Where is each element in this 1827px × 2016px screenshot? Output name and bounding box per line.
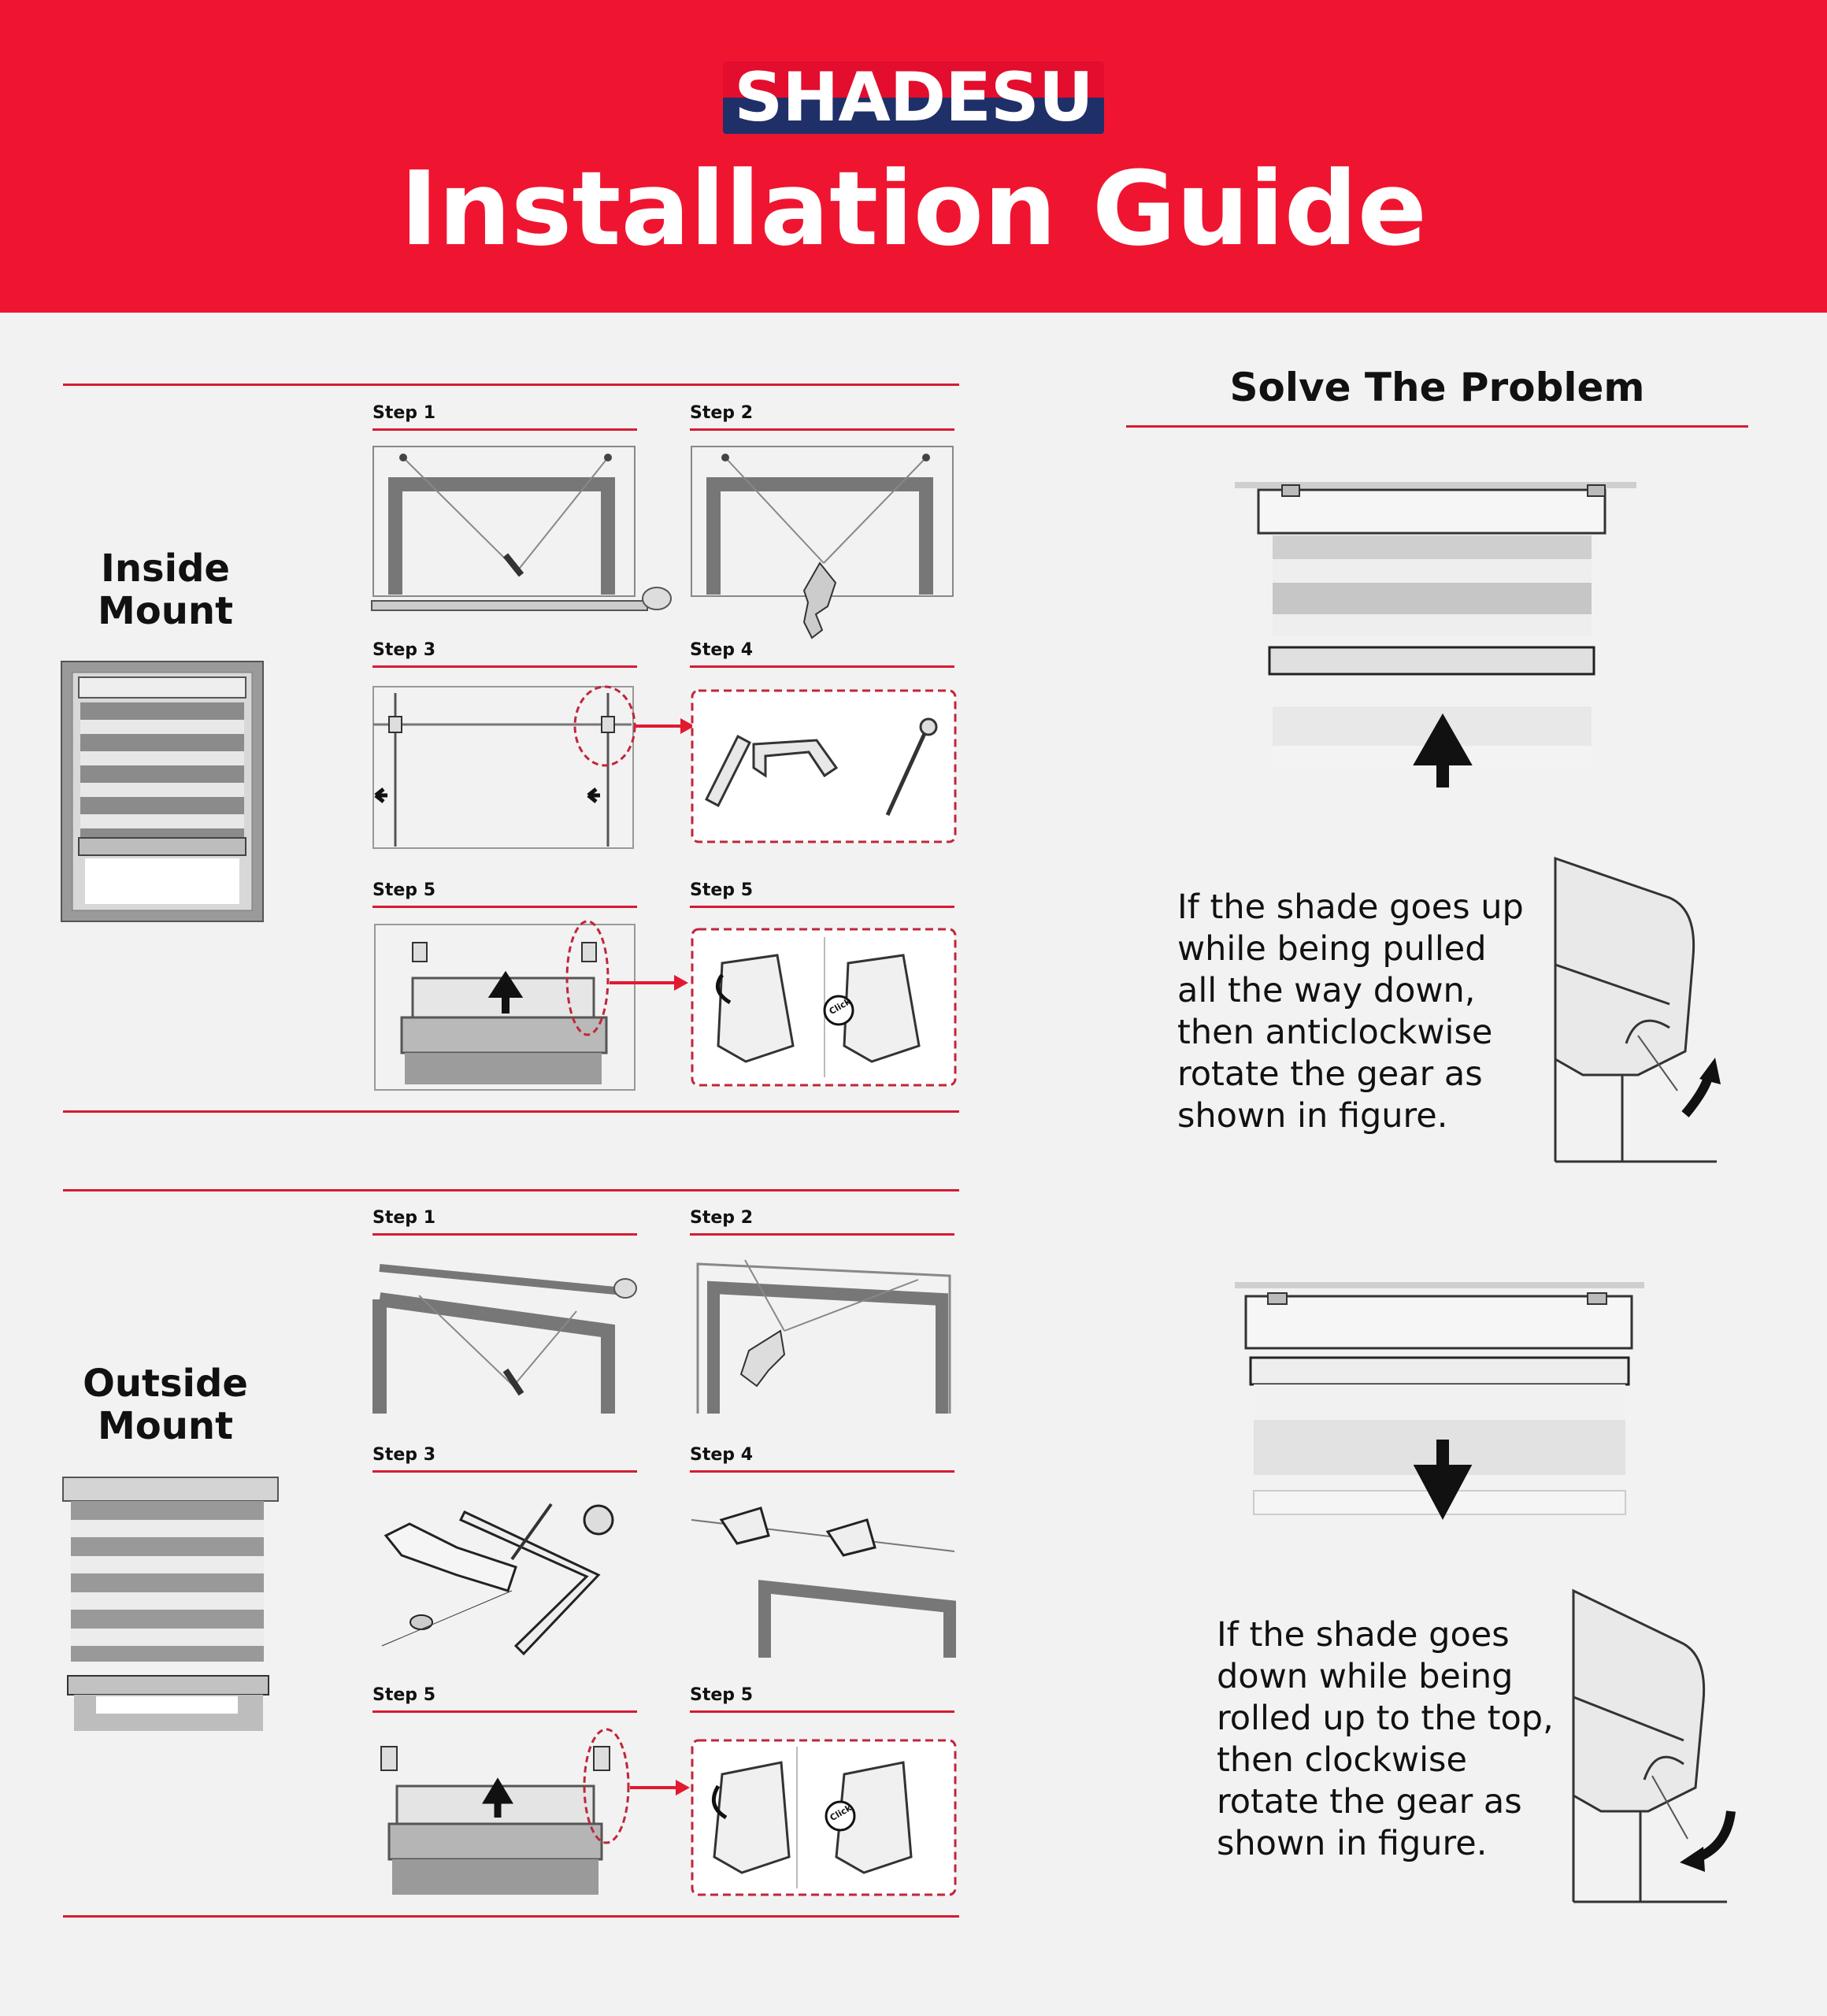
outside-step-5a-illustration xyxy=(373,1731,641,1900)
outside-mount-shade-illustration xyxy=(63,1473,280,1732)
outside-step-2-label: Step 2 xyxy=(690,1208,753,1228)
click-label: Click xyxy=(828,1803,854,1824)
divider xyxy=(690,665,954,668)
outside-step-3-label: Step 3 xyxy=(372,1445,435,1465)
problem-2-caption xyxy=(1217,1614,1626,1865)
inside-step-3-illustration xyxy=(372,685,639,850)
brand-logo xyxy=(723,61,1104,134)
inside-step-4-label: Step 4 xyxy=(690,640,753,660)
divider xyxy=(372,428,637,431)
divider xyxy=(372,1710,637,1713)
outside-step-4-illustration xyxy=(690,1488,958,1662)
divider xyxy=(63,1110,959,1113)
inside-step-3-label: Step 3 xyxy=(372,640,435,660)
caption-line: then anticlockwise xyxy=(1177,1013,1493,1052)
outside-step-1-illustration xyxy=(372,1252,639,1418)
outside-step-5a-label: Step 5 xyxy=(372,1685,435,1705)
divider xyxy=(690,1470,954,1473)
inside-mount-shade-illustration xyxy=(61,662,263,921)
inside-step-5b-label: Step 5 xyxy=(690,880,753,900)
inside-mount-label xyxy=(63,547,268,632)
divider xyxy=(63,1189,959,1191)
caption-line: shown in figure. xyxy=(1217,1824,1488,1863)
solve-problem-title: Solve The Problem xyxy=(1229,365,1645,410)
caption-line: all the way down, xyxy=(1177,971,1476,1010)
outside-step-1-label: Step 1 xyxy=(372,1208,435,1228)
caption-line: shown in figure. xyxy=(1177,1096,1448,1136)
inside-step-1-illustration xyxy=(372,445,639,614)
divider xyxy=(690,1233,954,1236)
caption-line: rolled up to the top, xyxy=(1217,1699,1554,1738)
problem-2-gear-illustration xyxy=(1569,1587,1751,1910)
caption-line: If the shade goes xyxy=(1217,1615,1510,1655)
divider xyxy=(690,428,954,431)
divider xyxy=(690,1710,954,1713)
problem-1-gear-illustration xyxy=(1551,854,1748,1169)
inside-mount-label-line1: Inside xyxy=(101,547,230,591)
outside-step-5b-illustration xyxy=(691,1739,958,1896)
problem-2-shade-illustration xyxy=(1235,1282,1644,1526)
caption-line: down while being xyxy=(1217,1657,1514,1696)
page-title: Installation Guide xyxy=(400,149,1427,269)
caption-line: rotate the gear as xyxy=(1217,1782,1522,1821)
caption-line: If the shade goes up xyxy=(1177,888,1524,927)
inside-step-2-illustration xyxy=(690,445,958,650)
inside-step-5a-label: Step 5 xyxy=(372,880,435,900)
divider xyxy=(372,1470,637,1473)
caption-line: rotate the gear as xyxy=(1177,1054,1483,1094)
problem-1-shade-illustration xyxy=(1235,482,1638,789)
outside-step-4-label: Step 4 xyxy=(690,1445,753,1465)
inside-mount-label-line2: Mount xyxy=(97,589,234,633)
divider xyxy=(63,384,959,386)
divider xyxy=(1126,425,1748,428)
divider xyxy=(372,1233,637,1236)
divider xyxy=(690,906,954,908)
caption-line: then clockwise xyxy=(1217,1740,1467,1780)
problem-1-caption xyxy=(1177,887,1587,1137)
inside-step-5a-illustration xyxy=(373,923,641,1088)
outside-step-3-illustration xyxy=(378,1488,646,1662)
outside-mount-label-line1: Outside xyxy=(83,1362,248,1406)
divider xyxy=(372,906,637,908)
inside-step-1-label: Step 1 xyxy=(372,403,435,423)
outside-step-2-illustration xyxy=(690,1252,958,1418)
outside-mount-label-line2: Mount xyxy=(97,1404,234,1448)
brand-name: SHADESU xyxy=(734,61,1093,134)
inside-step-5b-illustration xyxy=(691,928,958,1088)
outside-mount-label xyxy=(63,1362,268,1447)
caption-line: while being pulled xyxy=(1177,929,1487,969)
outside-step-5b-label: Step 5 xyxy=(690,1685,753,1705)
divider xyxy=(63,1915,959,1918)
inside-step-2-label: Step 2 xyxy=(690,403,753,423)
divider xyxy=(372,665,637,668)
click-label: Click xyxy=(827,996,853,1017)
inside-step-4-illustration xyxy=(691,689,958,845)
